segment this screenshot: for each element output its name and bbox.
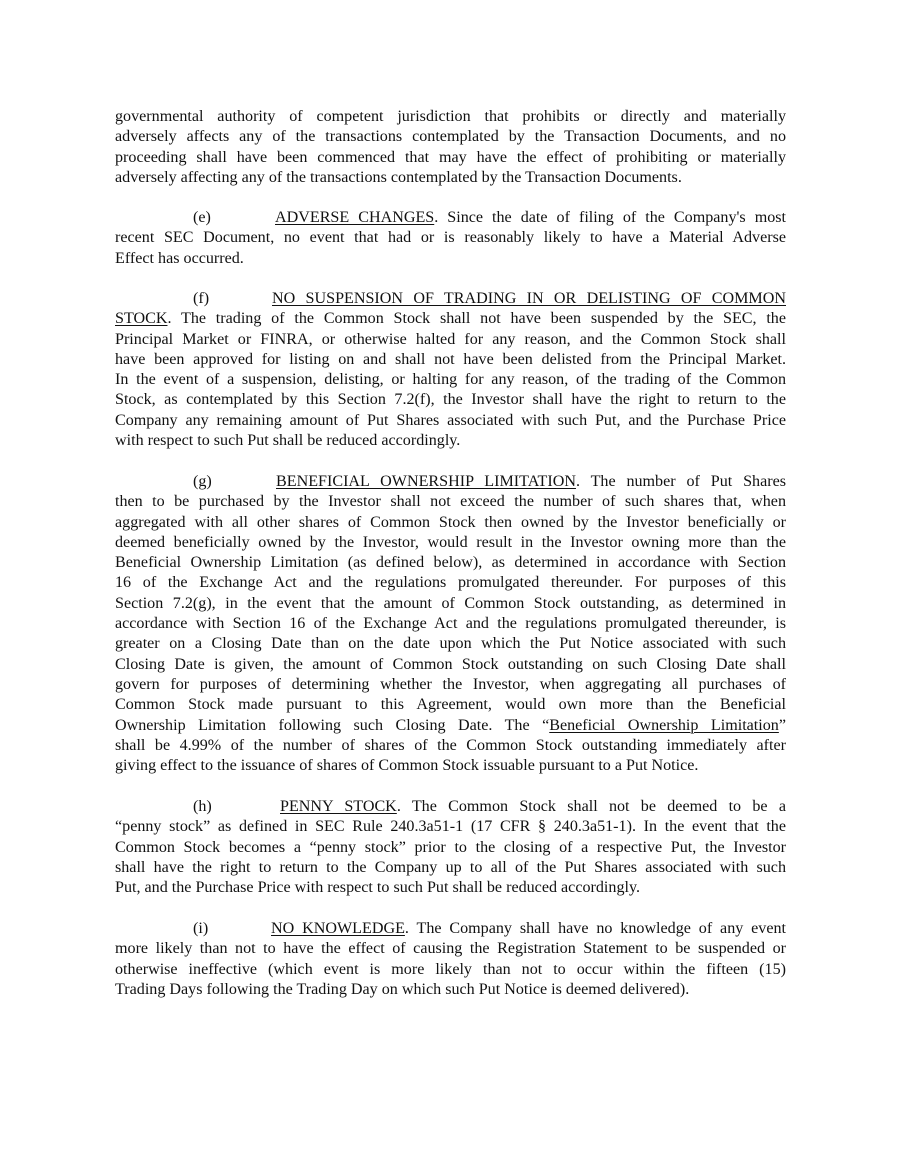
text-segment: . The trading of the Common Stock shall not have been suspended by the SEC, the [167,310,786,328]
text-line [115,208,786,228]
text-line [115,655,786,675]
text-line [115,634,786,654]
text-line [115,472,786,492]
text-segment: Ownership Limitation following such Closing Date. The “ [115,716,550,734]
text-line [115,858,786,878]
section-heading: NO SUSPENSION OF TRADING IN OR DELISTING OF COMMON [272,290,786,307]
text-segment: shall be 4.99% of the number of shares of the Common Stock outstanding immediately after [115,736,786,754]
text-line [115,736,786,756]
paragraph-intro [115,107,786,188]
text-segment: “penny stock” as defined in SEC Rule 240.3a51-1 (17 CFR § 240.3a51-1). In the event that the [115,818,786,836]
text-line [115,878,786,898]
text-segment: Company any remaining amount of Put Shares associated with such Put, and the Purchase Price [115,411,786,429]
text-segment: with respect to such Put shall be reduced accordingly. [115,432,461,450]
text-segment: In the event of a suspension, delisting, or halting for any reason, of the trading of the Common [115,371,786,389]
text-line [115,675,786,695]
text-segment: . The Common Stock shall not be deemed to be a [396,798,786,815]
text-segment: Principal Market or FINRA, or otherwise halted for any reason, and the Common Stock shall [115,330,786,348]
text-line [115,756,786,776]
text-segment: Common Stock made pursuant to this Agreement, would own more than the Beneficial [115,696,786,714]
section-heading: STOCK [115,310,168,328]
section-label: (e) [193,209,211,226]
text-line [115,533,786,553]
text-line [115,350,786,370]
text-segment: proceeding shall have been commenced that may have the effect of prohibiting or materially [115,148,786,166]
text-line [115,573,786,593]
text-line [115,817,786,837]
text-segment: have been approved for listing on and shall not have been delisted from the Principal Market. [115,350,786,368]
text-line [115,249,786,269]
text-line [115,431,786,451]
paragraph-h [115,797,786,898]
text-line [115,107,786,127]
text-line [115,695,786,715]
text-segment: aggregated with all other shares of Common Stock then owned by the Investor beneficially or [115,513,786,531]
paragraph-e [115,208,786,269]
text-line [115,939,786,959]
text-line [115,513,786,533]
text-line [115,289,786,309]
text-line [115,594,786,614]
text-line [115,168,786,188]
text-segment: 16 of the Exchange Act and the regulations promulgated thereunder. For purposes of this [115,574,786,592]
section-heading: BENEFICIAL OWNERSHIP LIMITATION [276,473,576,490]
section-heading: Beneficial Ownership Limitation [549,716,779,734]
text-segment: Stock, as contemplated by this Section 7.2(f), the Investor shall have the right to return to the [115,391,786,409]
text-line [115,960,786,980]
text-segment: Put, and the Purchase Price with respect to such Put shall be reduced accordingly. [115,879,640,897]
section-label: (g) [193,473,212,490]
text-segment: otherwise ineffective (which event is more likely than not to occur within the fifteen (15) [115,960,786,978]
section-label: (i) [193,920,209,937]
text-line [115,492,786,512]
text-line [115,148,786,168]
text-segment: adversely affects any of the transactions contemplated by the Transaction Documents, and no [115,128,786,146]
paragraph-i [115,919,786,1000]
text-line [115,127,786,147]
text-line [115,919,786,939]
text-line [115,980,786,1000]
text-segment: Common Stock becomes a “penny stock” prior to the closing of a respective Put, the Investor [115,838,786,856]
text-line [115,390,786,410]
text-line [115,330,786,350]
section-label: (f) [193,290,210,307]
text-line [115,553,786,573]
text-segment: . Since the date of filing of the Company's most [434,209,786,226]
text-line [115,309,786,329]
text-line [115,838,786,858]
text-segment: adversely affecting any of the transactions contemplated by the Transaction Documents. [115,168,682,186]
text-segment: govern for purposes of determining whether the Investor, when aggregating all purchases of [115,675,786,693]
text-segment: greater on a Closing Date than on the date upon which the Put Notice associated with such [115,635,786,653]
text-line [115,411,786,431]
section-label: (h) [193,798,212,815]
text-segment: ” [778,716,787,734]
text-segment: Closing Date is given, the amount of Common Stock outstanding on such Closing Date shall [115,655,786,673]
text-segment: Section 7.2(g), in the event that the amount of Common Stock outstanding, as determined in [115,594,786,612]
section-heading: PENNY STOCK [280,798,397,815]
text-segment: . The Company shall have no knowledge of any event [404,920,786,937]
text-segment: giving effect to the issuance of shares of Common Stock issuable pursuant to a Put Notice. [115,757,699,775]
text-line [115,614,786,634]
text-line [115,370,786,390]
text-segment: Beneficial Ownership Limitation (as defined below), as determined in accordance with Section [115,554,786,572]
text-segment: Effect has occurred. [115,249,244,267]
text-line [115,716,786,736]
text-segment: deemed beneficially owned by the Investor, would result in the Investor owning more than the [115,533,786,551]
text-segment: more likely than not to have the effect of causing the Registration Statement to be suspended or [115,940,786,958]
text-segment: accordance with Section 16 of the Exchange Act and the regulations promulgated thereunder, is [115,615,786,633]
text-line [115,228,786,248]
text-segment: then to be purchased by the Investor shall not exceed the number of such shares that, when [115,493,786,511]
text-line [115,797,786,817]
text-segment: . The number of Put Shares [575,473,786,490]
paragraph-f [115,289,786,451]
paragraph-g [115,472,786,776]
section-heading: ADVERSE CHANGES [275,209,435,226]
section-heading: NO KNOWLEDGE [271,920,405,937]
text-segment: recent SEC Document, no event that had or is reasonably likely to have a Material Adverse [115,229,786,247]
text-segment: Trading Days following the Trading Day on which such Put Notice is deemed delivered). [115,980,690,998]
text-segment: governmental authority of competent jurisdiction that prohibits or directly and materially [115,108,786,125]
text-segment: shall have the right to return to the Company up to all of the Put Shares associated with such [115,858,786,876]
